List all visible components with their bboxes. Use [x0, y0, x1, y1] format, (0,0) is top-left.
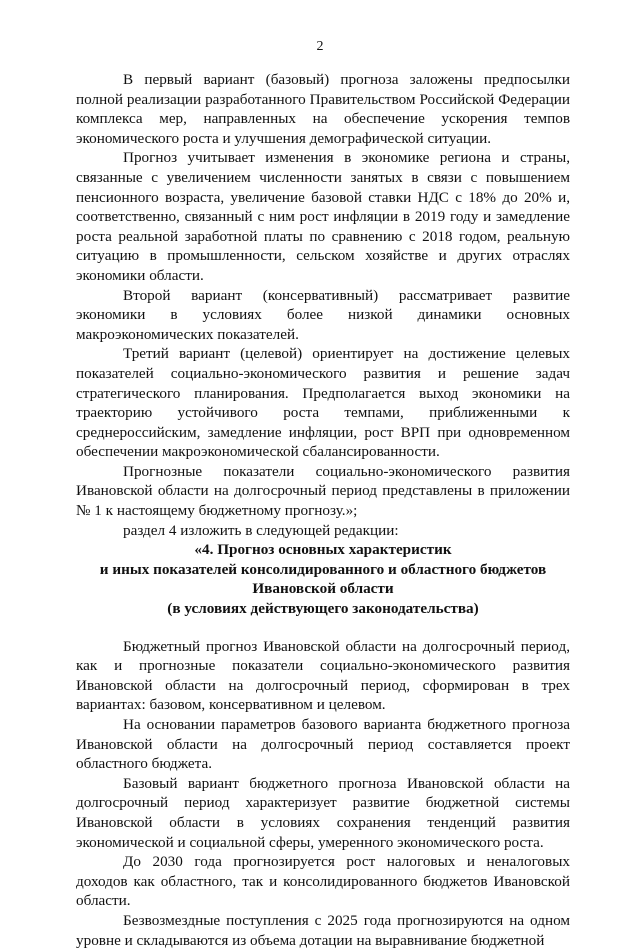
section-heading-line: (в условиях действующего законодательства)	[167, 600, 479, 618]
section-spacer	[76, 619, 570, 637]
paragraph: раздел 4 изложить в следующей редакции:	[123, 521, 399, 539]
section-heading-line: и иных показателей консолидированного и областного бюджетов	[99, 560, 547, 578]
paragraph: Безвозмездные поступления с 2025 года прогнозируются на одном уровне и складываются из объема дотации на выравнивание бюджетной	[76, 911, 570, 949]
paragraph: Бюджетный прогноз Ивановской области на долгосрочный период, как и прогнозные показатели социально-экономического развития Ивановской области на долгосрочный период, сформирован в трех вариантах: базовом, консервативном и целевом.	[76, 637, 570, 714]
paragraph: Третий вариант (целевой) ориентирует на достижение целевых показателей социально-экономического развития и решение задач стратегического планирования. Предполагается выход экономики на траекторию устойчивого роста темпами, приближенными к среднероссийским, замедление инфляции, рост ВРП при одновременном обеспечении макроэкономической сбалансированности.	[76, 345, 570, 461]
paragraph: До 2030 года прогнозируется рост налоговых и неналоговых доходов как областного, так и консолидированного бюджетов Ивановской области.	[76, 853, 570, 910]
paragraph: Прогноз учитывает изменения в экономике региона и страны, связанные с увеличением численности занятых в связи с повышением пенсионного возраста, увеличение базовой ставки НДС с 18% до 20% и, соответственно, связанный с ним рост инфляции в 2019 году и замедление роста реальной заработной платы по сравнению с 2018 годом, реальную ситуацию в промышленности, сельском хозяйстве и других отраслях экономики области.	[76, 149, 570, 284]
paragraph: Базовый вариант бюджетного прогноза Ивановской области на долгосрочный период характеризует развитие бюджетной системы Ивановской области в условиях сохранения тенденций развития экономической и социальной сферы, умеренного экономического роста.	[76, 774, 570, 851]
section-heading-line: Ивановской области	[252, 580, 394, 598]
paragraph: На основании параметров базового варианта бюджетного прогноза Ивановской области на долгосрочный период составляется проект областного бюджета.	[76, 716, 570, 773]
document-body	[76, 70, 570, 950]
paragraph: Прогнозные показатели социально-экономического развития Ивановской области на долгосрочный период представлены в приложении № 1 к настоящему бюджетному прогнозу.»;	[76, 462, 570, 520]
paragraph: В первый вариант (базовый) прогноза заложены предпосылки полной реализации разработанного Правительством Российской Федерации комплекса мер, направленных на обеспечение ускорения темпов экономического роста и улучшения демографической ситуации.	[76, 71, 570, 147]
paragraph: Второй вариант (консервативный) рассматривает развитие экономики в условиях более низкой динамики основных макроэкономических показателей.	[76, 286, 570, 343]
section-heading-line: «4. Прогноз основных характеристик	[194, 541, 452, 559]
page-number: 2	[316, 39, 324, 54]
